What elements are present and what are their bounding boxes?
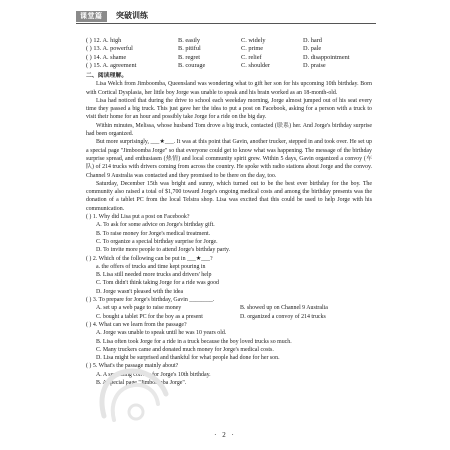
- passage-paragraph: Lisa had noticed that during the drive to school each weekday morning, Jorge almost jumped out of his seat every time they passed a big truck. This just gave her the idea to put a post on Facebook, asking for a person with a truck to visit their home for an hour and possibly take Jorge for a ride on the big day.: [86, 97, 372, 121]
- option-row: [86, 62, 386, 70]
- option-row: [86, 313, 372, 321]
- question-stem: ( ) 3. To prepare for Jorge's birthday, Gavin ________.: [86, 297, 215, 304]
- option-row: [86, 54, 386, 62]
- answer-option: B. To raise money for Jorge's medical treatment.: [96, 230, 211, 237]
- question-stem: ( ) 2. Which of the following can be put in ___★___?: [86, 255, 213, 262]
- answer-option: C. Many truckers came and donated much money for Jorge's medical costs.: [96, 346, 274, 353]
- option-choice: D. hard: [303, 37, 322, 44]
- passage-paragraph: Lisa Welch from Jimboomba, Queensland was wondering what to gift her son for his upcoming 10th birthday. Born with Cortical Dysplasia, her little boy Jorge was unable to speak and his brain worked as an 18-month-old.: [86, 81, 372, 96]
- answer-option: a. the offers of trucks and time kept pouring in: [96, 263, 206, 270]
- header-rule: [76, 23, 376, 24]
- option-row: [86, 45, 386, 53]
- option-choice: B. easily: [178, 37, 201, 44]
- answer-option: B. showed up on Channel 9 Australia: [240, 305, 328, 312]
- question-number-option: ( ) 14. A. shame: [86, 53, 127, 61]
- page-number: · 2 ·: [214, 431, 236, 439]
- question-stem: ( ) 5. What's the passage mainly about?: [86, 363, 179, 370]
- answer-option: C. bought a tablet PC for the boy as a present: [96, 313, 203, 320]
- answer-option: B. A special page "Jimboomba Jorge".: [96, 379, 187, 386]
- answer-option: D. organized a convoy of 214 trucks: [240, 313, 326, 320]
- option-choice: D. praise: [303, 62, 326, 70]
- passage-paragraph: Within minutes, Melissa, whose husband Tom drove a big truck, contacted (联系) her. And Jorge's birthday surprise had been organized.: [86, 122, 372, 138]
- cloze-options-grid: [86, 37, 386, 71]
- answer-option: B. Lisa often took Jorge for a ride in a truck because the boy loved trucks so much.: [96, 338, 292, 345]
- option-row: [86, 37, 386, 45]
- header-badge: 课堂篇: [76, 11, 107, 22]
- question-number-option: ( ) 13. A. powerful: [86, 45, 133, 53]
- option-choice: C. relief: [241, 53, 262, 61]
- answer-option: D. Jorge wasn't pleased with the idea: [96, 288, 184, 295]
- header-title: 突破训练: [116, 11, 148, 20]
- answer-option: C. Tom didn't think taking Jorge for a ride was good: [96, 280, 219, 287]
- answer-option: B. Lisa still needed more trucks and drivers' help: [96, 272, 212, 279]
- option-choice: D. disappointment: [303, 53, 350, 61]
- passage-paragraph: Saturday, December 15th was bright and sunny, which turned out to be the best ever birthday for the boy. The community also raised a total of $1,700 toward Jorge's ongoing medical costs and among the birthday presents was the donation of a tablet PC from the local Telstra shop. Lisa was excited that this could be used to help Jorge with his communication.: [86, 180, 372, 212]
- answer-option: A. Jorge was unable to speak until he was 10 years old.: [96, 330, 227, 337]
- option-choice: D. pale: [303, 45, 322, 53]
- question-stem: ( ) 4. What can we learn from the passage?: [86, 321, 187, 328]
- option-choice: B. courage: [178, 62, 206, 70]
- option-choice: C. shoulder: [241, 62, 271, 70]
- reading-section: [86, 72, 372, 387]
- question-number-option: ( ) 15. A. agreement: [86, 62, 137, 70]
- question-number-option: ( ) 12. A. high: [86, 37, 122, 44]
- option-row: [86, 304, 372, 312]
- option-choice: C. widely: [241, 37, 266, 44]
- option-choice: C. prime: [241, 45, 264, 53]
- page-header: [76, 10, 376, 24]
- option-choice: B. pitiful: [178, 45, 201, 53]
- answer-option: A. A surprising convoy for Jorge's 10th birthday.: [96, 371, 211, 378]
- option-choice: B. regret: [178, 53, 201, 61]
- answer-option: A. set up a web page to raise money: [96, 305, 182, 312]
- question-stem: ( ) 1. Why did Lisa put a post on Facebook?: [86, 214, 190, 221]
- answer-option: A. To ask for some advice on Jorge's birthday gift.: [96, 222, 215, 229]
- passage-paragraph: But more surprisingly, ___★___. It was at this point that Gavin, another trucker, stepped in and took over. He set up a special page "Jimboomba Jorge" so that everyone could get to know what was happening. The message of the birthday surprise spread, and enthusiasm (热情) and local community spirit grew. Within 5 days, Gavin organized a convoy (车队) of 214 trucks with drivers coming from across the country. He spoke with radio stations about Jorge and the convoy. Channel 9 Australia was contacted and they promised to be there on the day, too.: [86, 139, 372, 179]
- answer-option: D. To invite more people to attend Jorge's birthday party.: [96, 247, 231, 254]
- answer-option: D. Lisa might be surprised and thankful for what people had done for her son.: [96, 355, 280, 362]
- section-title: 二、阅读理解。: [86, 73, 128, 79]
- answer-option: C. To organize a special birthday surprise for Jorge.: [96, 238, 218, 245]
